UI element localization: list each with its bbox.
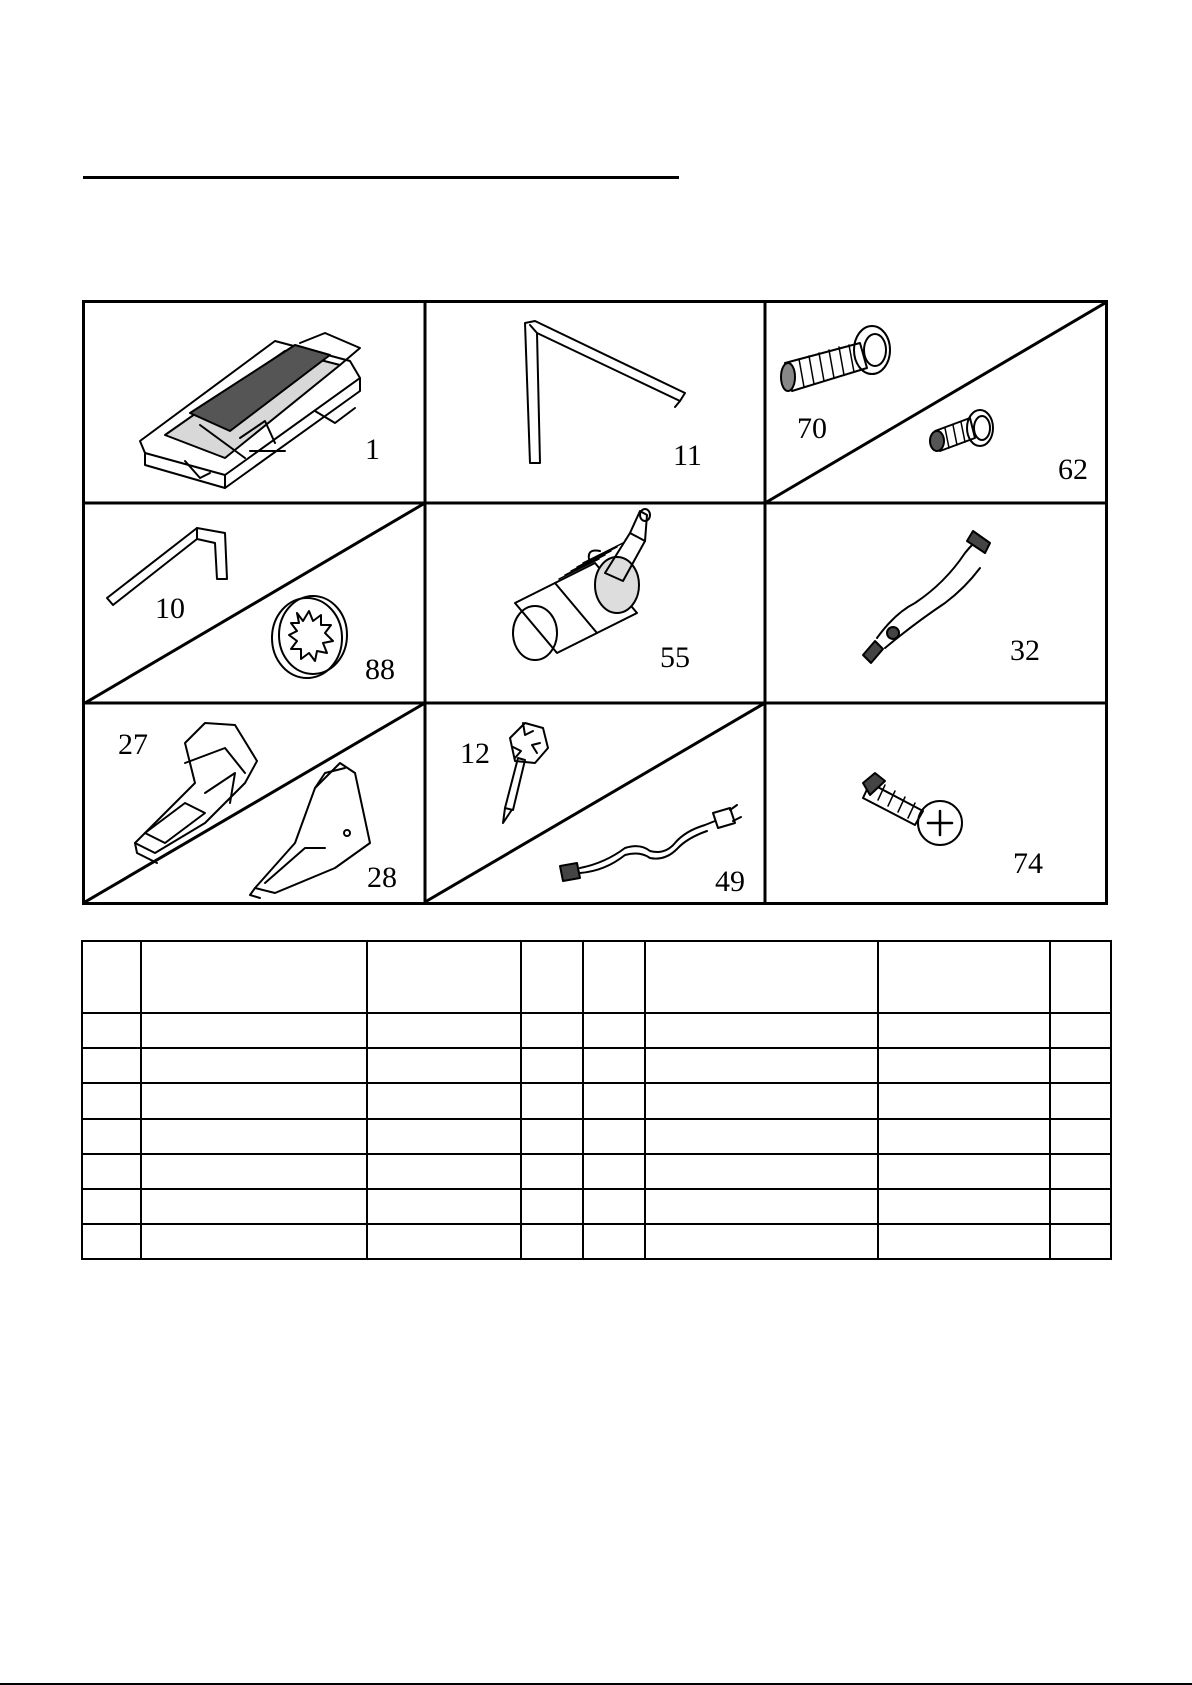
parts-list-table xyxy=(81,940,1112,1260)
table-cell xyxy=(1050,1154,1111,1189)
table-cell xyxy=(82,1189,141,1224)
header-cell xyxy=(521,941,583,1013)
table-cell xyxy=(583,1154,645,1189)
table-cell xyxy=(878,1013,1050,1048)
part-number-1: 1 xyxy=(365,433,380,466)
table-header-row xyxy=(82,941,1111,1013)
part-number-12: 12 xyxy=(460,737,490,770)
screw-phillips-icon xyxy=(863,773,962,845)
table-cell xyxy=(878,1189,1050,1224)
table-cell xyxy=(583,1119,645,1154)
header-cell xyxy=(1050,941,1111,1013)
table-cell xyxy=(878,1154,1050,1189)
table-cell xyxy=(521,1013,583,1048)
part-number-70: 70 xyxy=(797,412,827,445)
table-row xyxy=(82,1224,1111,1259)
table-cell xyxy=(367,1013,521,1048)
table-cell xyxy=(521,1048,583,1083)
table-cell xyxy=(82,1013,141,1048)
title-underline xyxy=(83,176,679,179)
table-cell xyxy=(1050,1083,1111,1118)
table-row xyxy=(82,1189,1111,1224)
part-number-27: 27 xyxy=(118,728,148,761)
table-row xyxy=(82,1154,1111,1189)
table-cell xyxy=(1050,1013,1111,1048)
table-cell xyxy=(521,1119,583,1154)
header-cell xyxy=(82,941,141,1013)
part-number-32: 32 xyxy=(1010,634,1040,667)
table-cell xyxy=(521,1154,583,1189)
table-cell xyxy=(583,1224,645,1259)
table-cell xyxy=(645,1119,878,1154)
table-cell xyxy=(521,1224,583,1259)
table-cell xyxy=(878,1224,1050,1259)
part-number-49: 49 xyxy=(715,865,745,898)
bolt-short-icon xyxy=(930,410,993,451)
table-cell xyxy=(367,1189,521,1224)
lubricant-bottle-icon xyxy=(513,509,650,660)
table-cell xyxy=(878,1048,1050,1083)
part-number-55: 55 xyxy=(660,641,690,674)
part-number-28: 28 xyxy=(367,861,397,894)
table-cell xyxy=(141,1189,367,1224)
table-cell xyxy=(1050,1189,1111,1224)
table-cell xyxy=(645,1154,878,1189)
left-cover-icon xyxy=(135,723,257,863)
table-cell xyxy=(82,1224,141,1259)
table-cell xyxy=(367,1119,521,1154)
table-cell xyxy=(367,1154,521,1189)
table-cell xyxy=(645,1189,878,1224)
power-cord-icon xyxy=(560,805,741,881)
table-cell xyxy=(583,1013,645,1048)
table-cell xyxy=(645,1224,878,1259)
part-number-11: 11 xyxy=(673,439,702,472)
table-cell xyxy=(1050,1119,1111,1154)
table-cell xyxy=(82,1154,141,1189)
table-cell xyxy=(367,1224,521,1259)
table-cell xyxy=(645,1013,878,1048)
header-cell xyxy=(645,941,878,1013)
table-cell xyxy=(1050,1224,1111,1259)
cell-8-diagonal xyxy=(425,703,765,902)
table-cell xyxy=(141,1224,367,1259)
table-cell xyxy=(1050,1048,1111,1083)
parts-drawings xyxy=(85,303,1105,902)
table-cell xyxy=(141,1154,367,1189)
cell-3-diagonal xyxy=(765,303,1105,503)
part-number-88: 88 xyxy=(365,653,395,686)
table-cell xyxy=(583,1083,645,1118)
treadmill-icon xyxy=(140,333,360,488)
table-cell xyxy=(583,1189,645,1224)
table-row xyxy=(82,1083,1111,1118)
table-cell xyxy=(521,1189,583,1224)
parts-illustration-grid xyxy=(82,300,1108,905)
table-cell xyxy=(583,1048,645,1083)
table-row xyxy=(82,1119,1111,1154)
header-cell xyxy=(367,941,521,1013)
table-cell xyxy=(645,1048,878,1083)
table-cell xyxy=(141,1083,367,1118)
part-number-74: 74 xyxy=(1013,847,1043,880)
table-cell xyxy=(878,1083,1050,1118)
header-cell xyxy=(583,941,645,1013)
right-cover-icon xyxy=(250,763,370,898)
safety-key-icon xyxy=(863,531,990,663)
allen-wrench-large-icon xyxy=(525,321,685,463)
header-cell xyxy=(141,941,367,1013)
cross-screwdriver-icon xyxy=(503,723,548,823)
table-cell xyxy=(141,1013,367,1048)
table-row xyxy=(82,1013,1111,1048)
table-cell xyxy=(367,1048,521,1083)
table-cell xyxy=(878,1119,1050,1154)
header-cell xyxy=(878,941,1050,1013)
table-cell xyxy=(82,1048,141,1083)
table-cell xyxy=(367,1083,521,1118)
table-cell xyxy=(141,1119,367,1154)
part-number-10: 10 xyxy=(155,592,185,625)
table-cell xyxy=(645,1083,878,1118)
table-cell xyxy=(521,1083,583,1118)
table-cell xyxy=(82,1119,141,1154)
spacer-washer-icon xyxy=(272,596,347,678)
bolt-long-icon xyxy=(781,326,890,391)
table-cell xyxy=(141,1048,367,1083)
table-row xyxy=(82,1048,1111,1083)
table-cell xyxy=(82,1083,141,1118)
part-number-62: 62 xyxy=(1058,453,1088,486)
